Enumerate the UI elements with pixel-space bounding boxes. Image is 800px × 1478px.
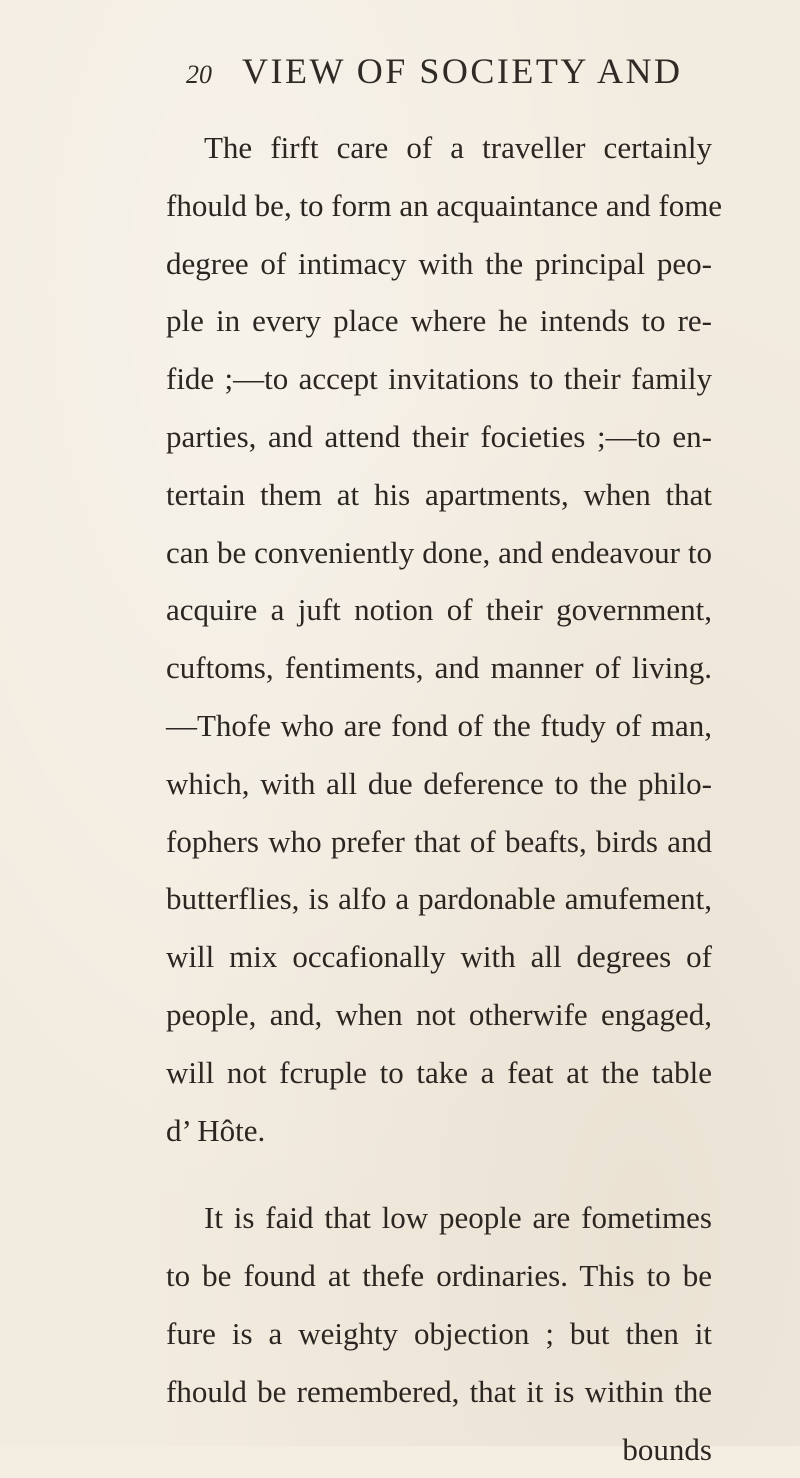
text-line: can be conveniently done, and endeavour to: [166, 534, 712, 570]
paragraph-2: [166, 1189, 712, 1420]
text-line: acquire a juft notion of their government,: [166, 592, 712, 628]
text-line: degree of intimacy with the principal peo-: [166, 245, 712, 281]
text-line: will mix occafionally with all degrees of: [166, 939, 712, 975]
text-line: people, and, when not otherwife engaged,: [166, 996, 712, 1032]
paragraph-gap: [166, 1159, 712, 1189]
catchword: bounds: [622, 1431, 712, 1467]
text-line: The firft care of a traveller certainly: [204, 130, 712, 165]
running-head: [186, 50, 683, 100]
text-line: which, with all due deference to the philo-: [166, 765, 712, 801]
text-line: cuftoms, fentiments, and manner of living.: [166, 650, 712, 686]
page-number: 20: [186, 60, 212, 89]
body-text: [166, 119, 723, 1478]
text-line: fhould be remembered, that it is within the: [166, 1373, 712, 1409]
running-title: VIEW OF SOCIETY AND: [242, 51, 683, 91]
text-line: will not fcruple to take a feat at the table: [166, 1054, 712, 1090]
text-line: parties, and attend their focieties ;—to en-: [166, 418, 712, 454]
text-line: It is faid that low people are fometimes: [204, 1200, 712, 1236]
text-line: —Thofe who are fond of the ftudy of man,: [166, 707, 712, 743]
text-line: to be found at thefe ordinaries. This to be: [166, 1258, 712, 1294]
text-line: ple in every place where he intends to re-: [166, 303, 712, 339]
text-line: d’ Hôte.: [166, 1112, 266, 1148]
text-line: butterflies, is alfo a pardonable amufement,: [166, 881, 712, 917]
text-line: fide ;—to accept invitations to their family: [166, 361, 712, 397]
paragraph-1: [166, 119, 723, 1159]
text-line: fure is a weighty objection ; but then it: [166, 1315, 712, 1351]
text-line: fhould be, to form an acquaintance and fome: [166, 187, 723, 223]
text-line: tertain them at his apartments, when that: [166, 476, 712, 512]
text-line: fophers who prefer that of beafts, birds and: [166, 823, 712, 859]
